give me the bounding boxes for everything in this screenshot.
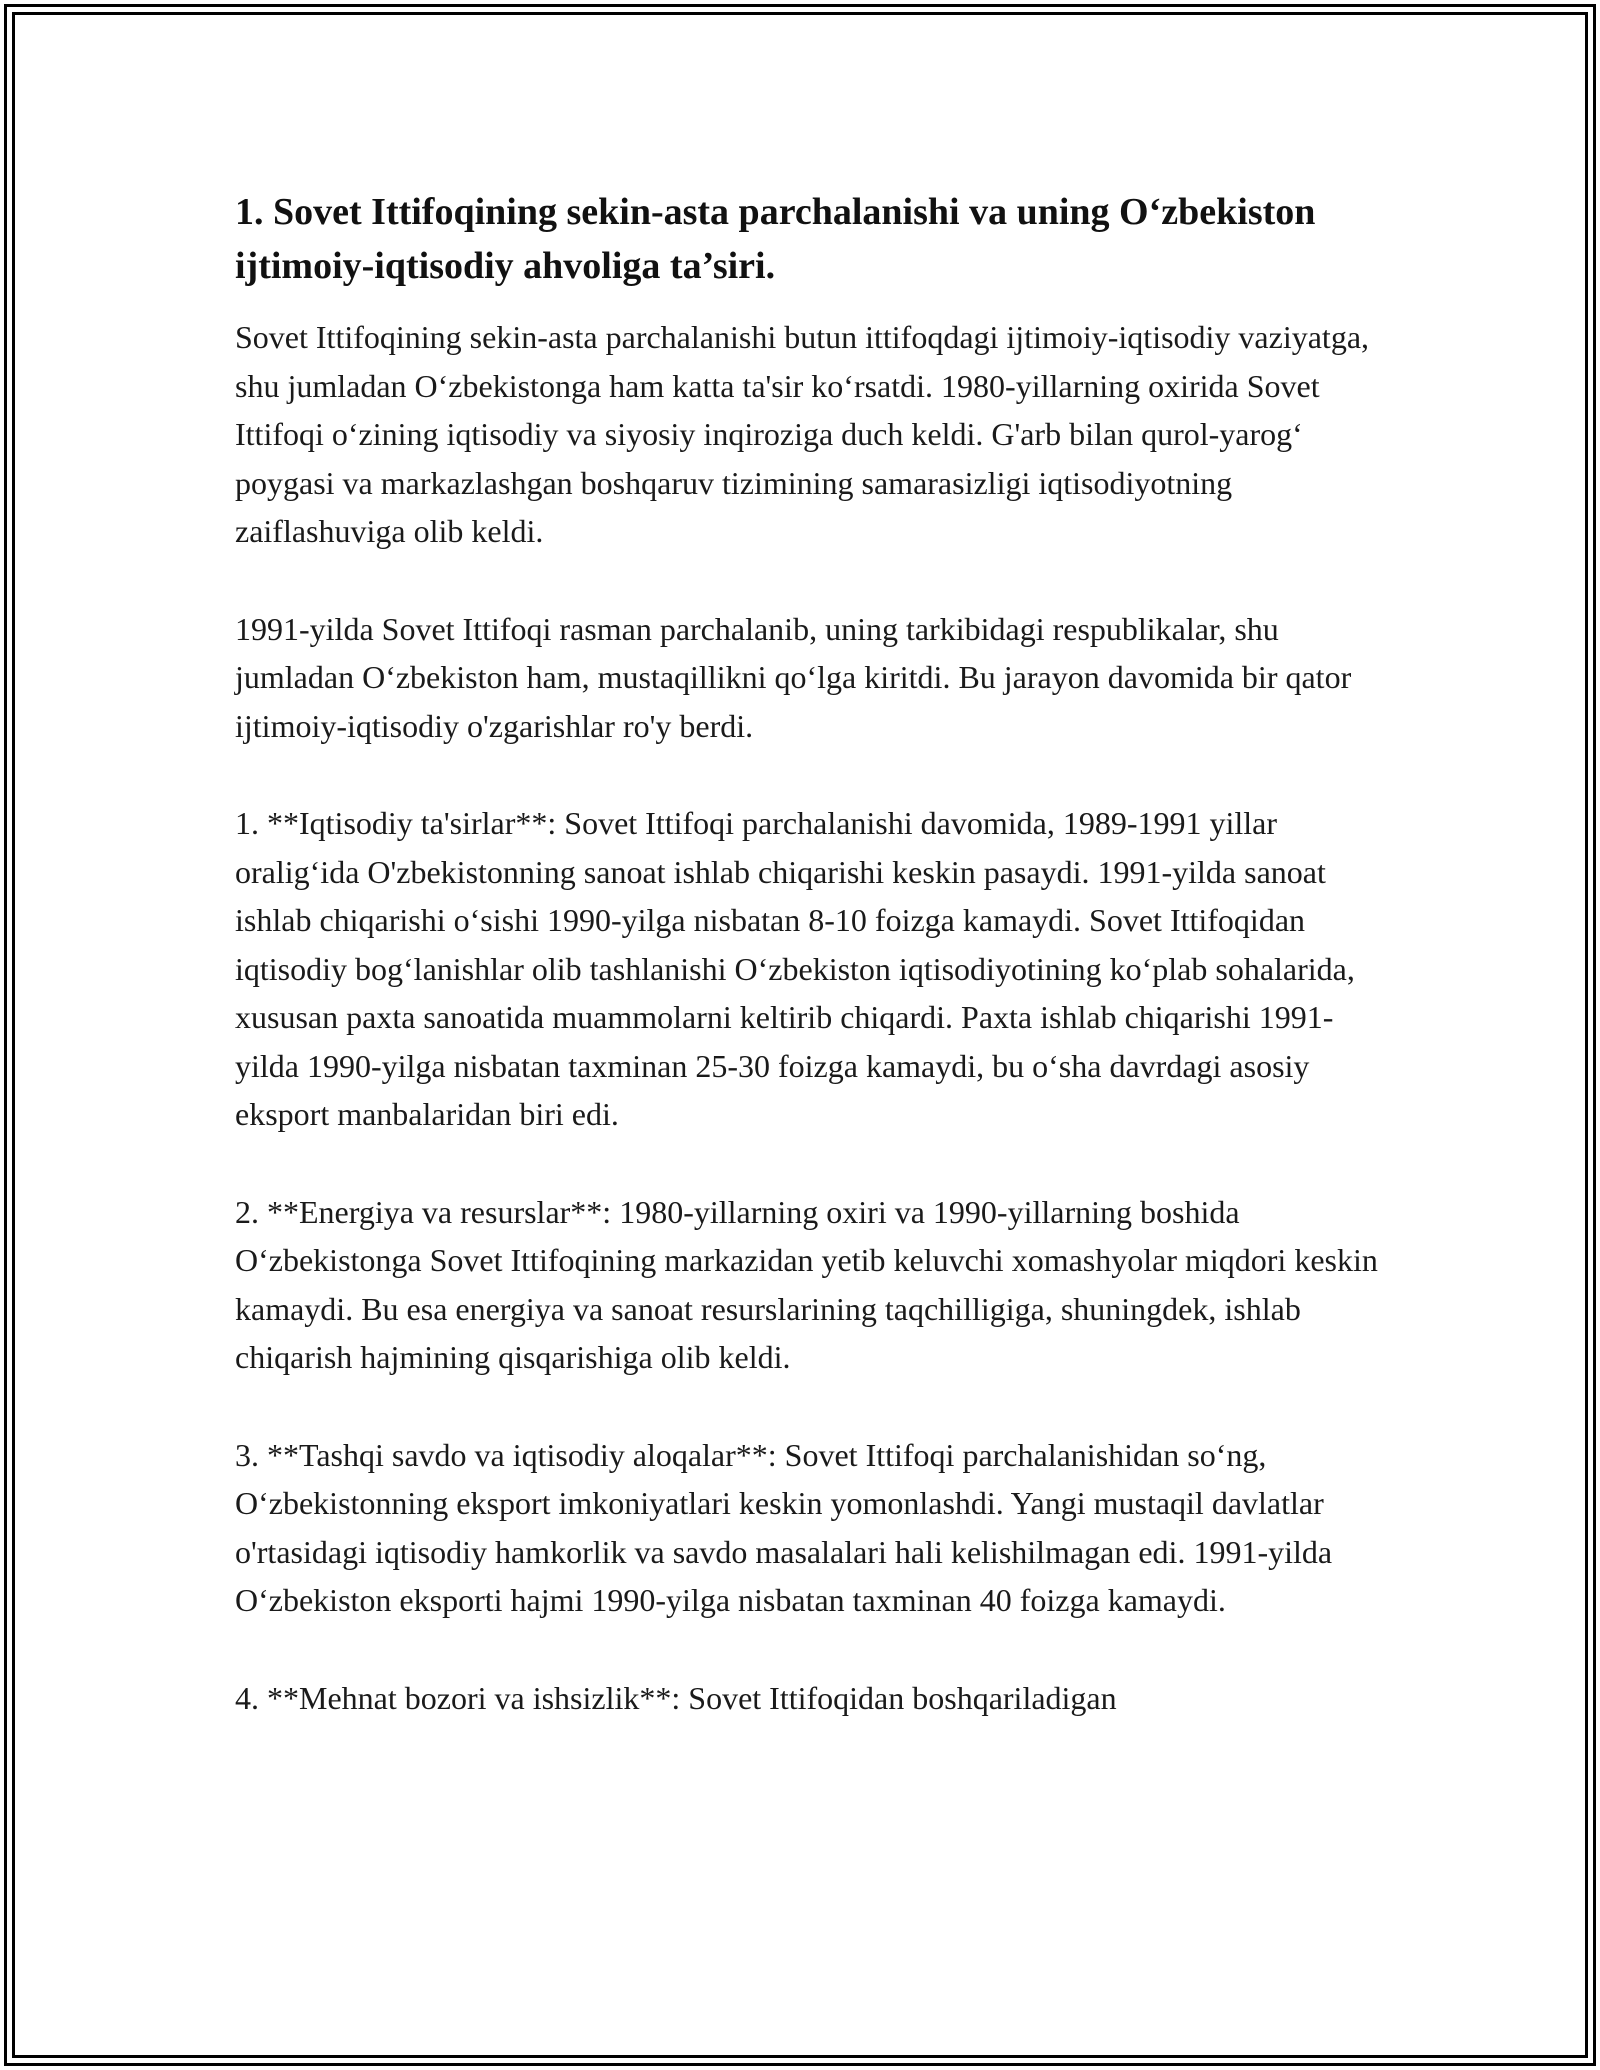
document-title: 1. Sovet Ittifoqining sekin-asta parchalanishi va uning O‘zbekiston ijtimoiy-iqtisodiy ahvoliga ta’siri. (235, 191, 1316, 287)
paragraph-economic-effects: 1. **Iqtisodiy ta'sirlar**: Sovet Ittifoqi parchalanishi davomida, 1989-1991 yillar oralig‘ida O'zbekistonning sanoat ishlab chiqarishi keskin pasaydi. 1991-yilda sanoat ishlab chiqarishi o‘sishi 1990-yilga nisbatan 8-10 foizga kamaydi. Sovet Ittifoqidan iqtisodiy bog‘lanishlar olib tashlanishi O‘zbekiston iqtisodiyotining ko‘plab sohalarida, xususan paxta sanoatida muammolarni keltirib chiqardi. Paxta ishlab chiqarishi 1991-yilda 1990-yilga nisbatan taxminan 25-30 foizga kamaydi, bu o‘sha davrdagi asosiy eksport manbalaridan biri edi. (235, 805, 1355, 1132)
paragraph-foreign-trade: 3. **Tashqi savdo va iqtisodiy aloqalar**: Sovet Ittifoqi parchalanishidan so‘ng, O‘zbekistonning eksport imkoniyatlari keskin yomonlashdi. Yangi mustaqil davlatlar o'rtasidagi iqtisodiy hamkorlik va savdo masalalari hali kelishilmagan edi. 1991-yilda O‘zbekiston eksporti hajmi 1990-yilga nisbatan taxminan 40 foizga kamaydi. (235, 1436, 1333, 1618)
paragraph-independence: 1991-yilda Sovet Ittifoqi rasman parchalanib, uning tarkibidagi respublikalar, shu jumladan O‘zbekiston ham, mustaqillikni qo‘lga kiritdi. Bu jarayon davomida bir qator ijtimoiy-iqtisodiy o'zgarishlar ro'y berdi. (235, 610, 1352, 744)
document-body (235, 185, 1385, 1771)
paragraph-intro: Sovet Ittifoqining sekin-asta parchalanishi butun ittifoqdagi ijtimoiy-iqtisodiy vaziyatga, shu jumladan O‘zbekistonga ham katta ta'sir ko‘rsatdi. 1980-yillarning oxirida Sovet Ittifoqi o‘zining iqtisodiy va siyosiy inqiroziga duch keldi. G'arb bilan qurol-yarog‘ poygasi va markazlashgan boshqaruv tizimining samarasizligi iqtisodiyotning zaiflashuviga olib keldi. (235, 319, 1370, 549)
paragraph-energy-resources: 2. **Energiya va resurslar**: 1980-yillarning oxiri va 1990-yillarning boshida O‘zbekistonga Sovet Ittifoqining markazidan yetib keluvchi xomashyolar miqdori keskin kamaydi. Bu esa energiya va sanoat resurslarining taqchilligiga, shuningdek, ishlab chiqarish hajmining qisqarishiga olib keldi. (235, 1193, 1378, 1375)
paragraph-labor-market: 4. **Mehnat bozori va ishsizlik**: Sovet Ittifoqidan boshqariladigan (235, 1679, 1117, 1716)
